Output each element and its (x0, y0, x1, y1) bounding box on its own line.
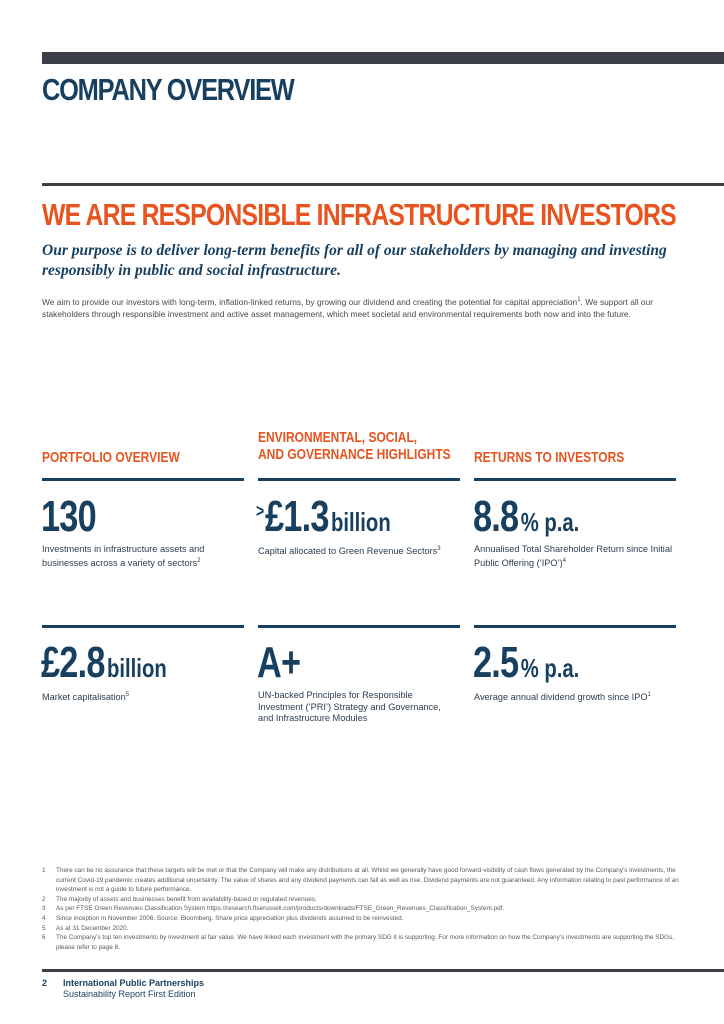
footnotes (42, 866, 682, 952)
headline-rule (42, 183, 724, 186)
stat-desc-text: Market capitalisation (42, 692, 126, 703)
footnote-ref: 1 (647, 692, 651, 698)
footnote (42, 895, 682, 905)
stat-unit: billion (107, 653, 167, 683)
stat-value: 130 (41, 492, 96, 541)
stat-market-cap-desc (42, 690, 242, 704)
footer-title: International Public Partnerships (63, 978, 205, 988)
footnote-text: As per FTSE Green Revenues Classification System https://research.ftserussell.com/products/downloads/FTSE_Green_Revenues_Classification_System.pdf. (56, 905, 505, 913)
intro-text-2: . We support all our stakeholders through responsible investment and active asset management, which meet societal and environmental requirements both now and into the future. (42, 296, 654, 320)
stat-shareholder-return-desc (474, 544, 674, 569)
stat-investments-desc (42, 544, 242, 569)
footnote-text: Since inception in November 2006. Source: Bloomberg. Share price appreciation plus dividends assumed to be reinvested. (56, 914, 404, 922)
stat-investments-count (41, 492, 96, 541)
stat-divider (42, 478, 244, 481)
stat-desc-text: Capital allocated to Green Revenue Sectors (258, 546, 438, 557)
footnote-number: 5 (42, 924, 46, 932)
footnote (42, 866, 682, 895)
stat-value: 8.8 (473, 492, 519, 541)
footnote-text: As at 31 December 2020. (56, 924, 129, 932)
stat-green-capital (256, 492, 391, 541)
footnote (42, 914, 682, 924)
footnote (42, 933, 682, 952)
stat-divider (42, 625, 244, 628)
stat-value: 2.5 (473, 638, 519, 687)
stat-divider (474, 478, 676, 481)
heading-esg-line-2: AND GOVERNANCE HIGHLIGHTS (258, 446, 451, 463)
heading-esg-highlights (258, 429, 451, 463)
stat-divider (258, 625, 460, 628)
footnote-ref: 5 (125, 692, 130, 698)
intro-text-1: We aim to provide our investors with long-term, inflation-linked returns, by growing our dividend and creating the potential for capital appreciation (42, 296, 578, 307)
stat-prefix: > (256, 501, 265, 521)
footnote-number: 1 (42, 867, 46, 874)
stat-unit: % p.a. (520, 653, 580, 683)
footer-subtitle: Sustainability Report First Edition (63, 989, 196, 999)
intro-paragraph (42, 294, 667, 321)
stat-market-cap (41, 638, 167, 687)
footnote-ref: 4 (562, 557, 567, 564)
footnote (42, 924, 682, 934)
purpose-statement: Our purpose is to deliver long-term benefits for all of our stakeholders by managing and investing responsibly in public and social infrastructure. (42, 242, 667, 279)
stat-value: £1.3 (264, 492, 329, 541)
stat-dividend-growth-desc (474, 690, 674, 704)
stat-green-capital-desc (258, 544, 458, 558)
footnote-text: The Company’s top ten investments by investment at fair value. We have linked each investment with the primary SDG it is supporting. For more information on how the Company’s investments are supporting the SDGs, please refer to page 8. (56, 934, 675, 951)
footnote-ref: 2 (197, 557, 201, 564)
heading-portfolio-overview: PORTFOLIO OVERVIEW (42, 449, 180, 466)
footnote-number: 2 (42, 895, 46, 903)
heading-esg-line-1: ENVIRONMENTAL, SOCIAL, (258, 429, 418, 446)
footnote-number: 6 (42, 934, 46, 942)
intro-footnote-ref: 1 (577, 297, 581, 303)
stat-value: A+ (257, 638, 301, 687)
footnote (42, 904, 682, 914)
footnote-text: There can be no assurance that these targets will be met or that the Company will make any distributions at all. Whilst we generally have good forward-visibility of cash flows generated by the Company’s investments, the current Covid-19 pandemic creates additional uncertainty. The value of shares and any dividend payments can fall as well as rise. Dividend payments are not guaranteed. Any information relating to past performance of an investment is not a guide to future performance. (56, 867, 679, 894)
stat-unit: % p.a. (520, 507, 580, 537)
stat-divider (474, 625, 676, 628)
stat-dividend-growth (473, 638, 580, 687)
stat-pri-rating-desc: UN-backed Principles for Responsible Investment (‘PRI’) Strategy and Governance, and Infrastructure Modules (258, 690, 441, 723)
section-title: COMPANY OVERVIEW (42, 72, 294, 107)
stat-divider (258, 478, 460, 481)
footnote-number: 3 (42, 905, 46, 913)
stat-pri-rating (257, 638, 301, 687)
stat-value: £2.8 (41, 638, 105, 687)
stat-desc-text: Annualised Total Shareholder Return since Initial Public Offering (‘IPO’) (474, 544, 672, 568)
footer-rule (42, 969, 724, 972)
stat-shareholder-return (473, 492, 580, 541)
stat-unit: billion (331, 507, 391, 537)
page-number: 2 (42, 978, 48, 988)
footnote-ref: 3 (437, 546, 441, 552)
stat-desc-text: Investments in infrastructure assets and businesses across a variety of sectors (42, 544, 205, 568)
footnote-text: The majority of assets and businesses benefit from availability-based or regulated revenues. (56, 895, 317, 903)
heading-returns-to-investors: RETURNS TO INVESTORS (474, 449, 625, 466)
footnote-number: 4 (42, 914, 46, 922)
top-rule (42, 52, 724, 64)
headline: WE ARE RESPONSIBLE INFRASTRUCTURE INVESTORS (42, 197, 676, 232)
stat-desc-text: Average annual dividend growth since IPO (474, 692, 648, 703)
